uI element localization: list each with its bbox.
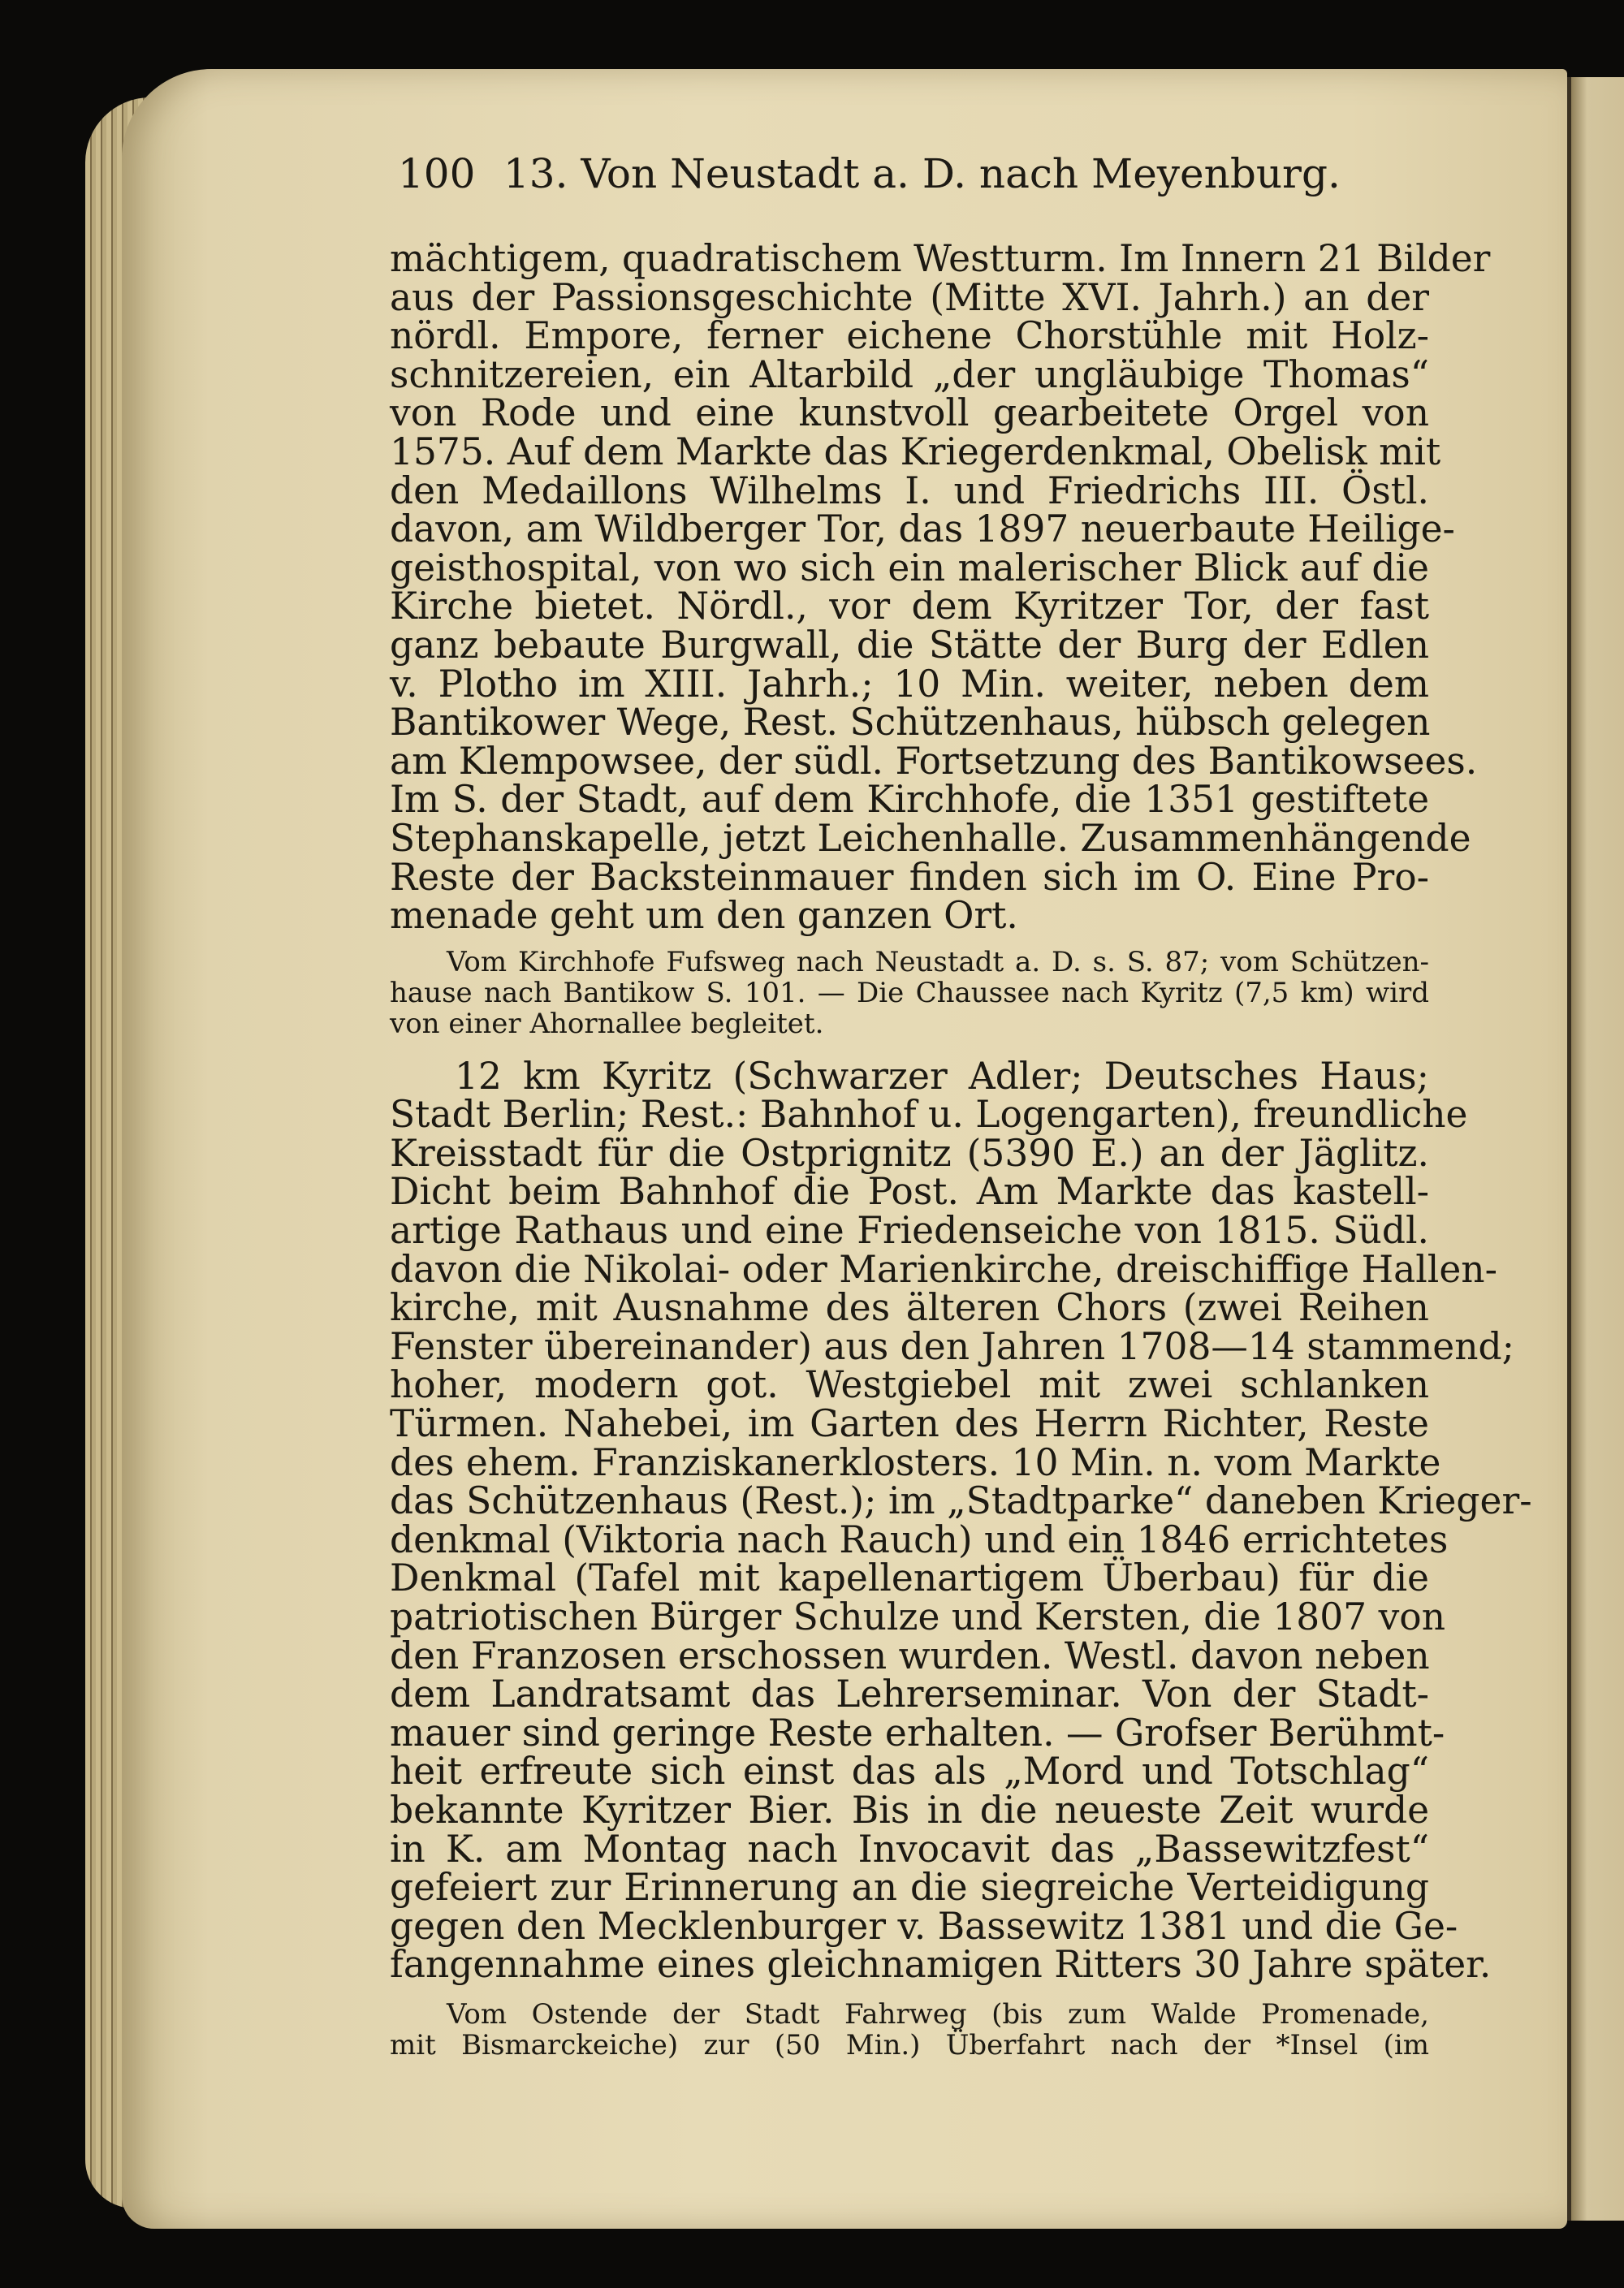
text-line: Im S. der Stadt, auf dem Kirchhofe, die 1351 gestiftete xyxy=(390,778,1429,822)
text-line: geisthospital, von wo sich ein malerischer Blick auf die xyxy=(390,546,1429,589)
text-line: menade geht um den ganzen Ort. xyxy=(390,894,1018,938)
footnote-2 xyxy=(390,1999,1429,2061)
note-line: Vom Ostende der Stadt Fahrweg (bis zum Walde Promenade, xyxy=(447,1997,1429,2031)
text-line: dem Landratsamt das Lehrerseminar. Von der Stadt- xyxy=(390,1673,1429,1716)
text-line: Türmen. Nahebei, im Garten des Herrn Richter, Reste xyxy=(390,1402,1429,1446)
text-line: 12 km Kyritz (Schwarzer Adler; Deutsches Haus; xyxy=(455,1054,1429,1098)
text-line: aus der Passionsgeschichte (Mitte XVI. Jahrh.) an der xyxy=(390,275,1429,319)
text-line: bekannte Kyritzer Bier. Bis in die neueste Zeit wurde xyxy=(390,1788,1429,1832)
text-line: Stadt Berlin; Rest.: Bahnhof u. Logengarten), freundliche xyxy=(390,1093,1468,1137)
text-line: Fenster übereinander) aus den Jahren 1708—14 stammend; xyxy=(390,1324,1514,1368)
text-line: am Klempowsee, der südl. Fortsetzung des Bantikowsees. xyxy=(390,739,1478,783)
text-line: des ehem. Franziskanerklosters. 10 Min. n. vom Markte xyxy=(390,1440,1441,1484)
text-line: gegen den Mecklenburger v. Bassewitz 1381 und die Ge- xyxy=(390,1904,1458,1948)
text-line: kirche, mit Ausnahme des älteren Chors (zwei Reihen xyxy=(390,1286,1429,1330)
text-line: 1575. Auf dem Markte das Kriegerdenkmal, Obelisk mit xyxy=(390,430,1441,473)
note-line: Vom Kirchhofe Fufsweg nach Neustadt a. D. s. S. 87; vom Schützen- xyxy=(447,945,1429,978)
next-page-edge xyxy=(1571,77,1624,2221)
text-line: Dicht beim Bahnhof die Post. Am Markte das kastell- xyxy=(390,1170,1429,1214)
running-title: 13. Von Neustadt a. D. nach Meyenburg. xyxy=(503,150,1341,197)
text-line: davon, am Wildberger Tor, das 1897 neuerbaute Heilige- xyxy=(390,507,1455,551)
page-number: 100 xyxy=(398,150,476,197)
text-line: schnitzereien, ein Altarbild „der ungläubige Thomas“ xyxy=(390,352,1429,396)
text-line: den Medaillons Wilhelms I. und Friedrichs III. Östl. xyxy=(390,468,1429,512)
text-line: mauer sind geringe Reste erhalten. — Grofser Berühmt- xyxy=(390,1711,1445,1755)
note-line: hause nach Bantikow S. 101. — Die Chaussee nach Kyritz (7,5 km) wird xyxy=(390,976,1429,1009)
text-line: das Schützenhaus (Rest.); im „Stadtparke“ daneben Krieger- xyxy=(390,1479,1532,1523)
text-line: patriotischen Bürger Schulze und Kersten, die 1807 von xyxy=(390,1595,1445,1638)
text-line: Reste der Backsteinmauer finden sich im O. Eine Pro- xyxy=(390,855,1429,899)
footnote-1 xyxy=(390,947,1429,1039)
running-header xyxy=(398,150,1429,197)
text-line: v. Plotho im XIII. Jahrh.; 10 Min. weiter, neben dem xyxy=(390,662,1429,706)
paragraph-kyritz xyxy=(390,1054,1532,1987)
text-line: mächtigem, quadratischem Westturm. Im Innern 21 Bilder xyxy=(390,237,1491,280)
text-line: davon die Nikolai- oder Marienkirche, dreischiffige Hallen- xyxy=(390,1247,1497,1291)
text-line: Kirche bietet. Nördl., vor dem Kyritzer Tor, der fast xyxy=(390,585,1429,628)
text-line: heit erfreute sich einst das als „Mord und Totschlag“ xyxy=(390,1750,1429,1794)
text-line: denkmal (Viktoria nach Rauch) und ein 1846 errichtetes xyxy=(390,1517,1449,1561)
text-line: nördl. Empore, ferner eichene Chorstühle mit Holz- xyxy=(390,314,1429,358)
text-line: ganz bebaute Burgwall, die Stätte der Burg der Edlen xyxy=(390,623,1429,667)
text-line: Stephanskapelle, jetzt Leichenhalle. Zusammenhängende xyxy=(390,816,1471,860)
text-line: hoher, modern got. Westgiebel mit zwei schlanken xyxy=(390,1363,1429,1407)
note-line: von einer Ahornallee begleitet. xyxy=(390,1007,824,1040)
page-body xyxy=(390,237,1532,2061)
text-line: den Franzosen erschossen wurden. Westl. davon neben xyxy=(390,1634,1430,1677)
text-line: Denkmal (Tafel mit kapellenartigem Überbau) für die xyxy=(390,1556,1429,1600)
text-line: von Rode und eine kunstvoll gearbeitete Orgel von xyxy=(390,391,1429,435)
note-line: mit Bismarckeiche) zur (50 Min.) Überfahrt nach der *Insel (im xyxy=(390,2028,1429,2061)
text-line: Kreisstadt für die Ostprignitz (5390 E.) an der Jäglitz. xyxy=(390,1131,1429,1175)
text-line: gefeiert zur Erinnerung an die siegreiche Verteidigung xyxy=(390,1866,1429,1910)
text-line: fangennahme eines gleichnamigen Ritters 30 Jahre später. xyxy=(390,1943,1492,1987)
text-line: in K. am Montag nach Invocavit das „Bassewitzfest“ xyxy=(390,1827,1429,1871)
text-line: artige Rathaus und eine Friedenseiche von 1815. Südl. xyxy=(390,1209,1429,1253)
text-line: Bantikower Wege, Rest. Schützenhaus, hübsch gelegen xyxy=(390,701,1431,745)
paragraph-1 xyxy=(390,237,1491,938)
